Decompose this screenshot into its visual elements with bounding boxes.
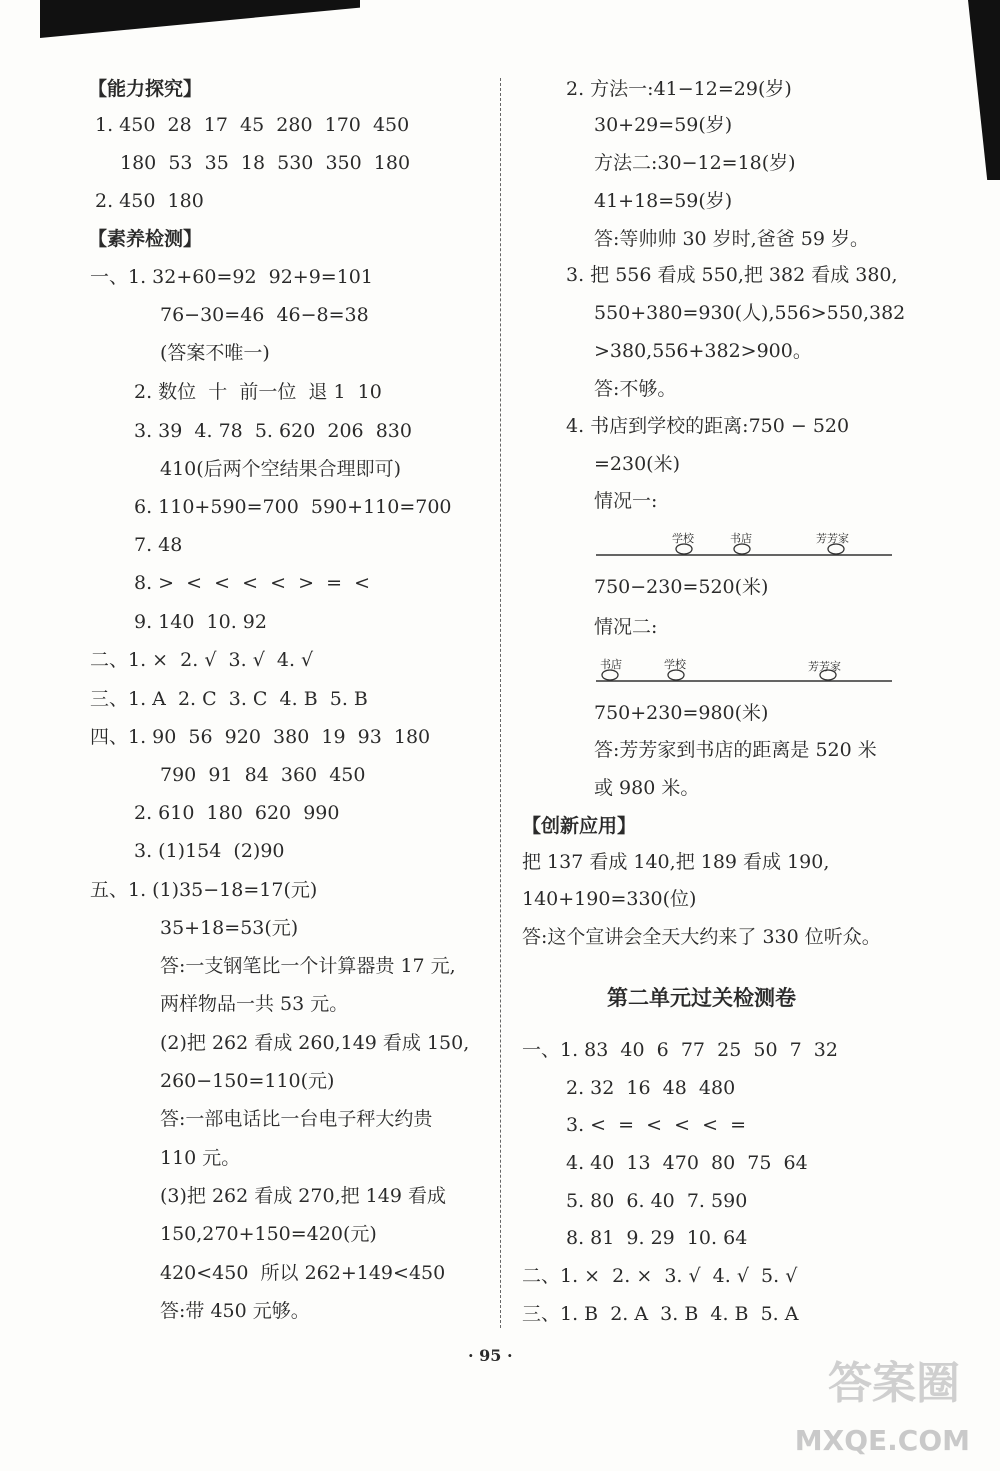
- answer-line: 110 元。: [160, 1147, 241, 1169]
- top-black-bar: [40, 0, 360, 38]
- answer-line: 6. 110+590=700 590+110=700: [134, 496, 452, 518]
- answer-line: 420<450 所以 262+149<450: [160, 1262, 446, 1284]
- answer-line: 2. 450 180: [95, 190, 204, 212]
- answer-line: 3. 把 556 看成 550,把 382 看成 380,: [566, 264, 898, 286]
- answer-line: 三、1. B 2. A 3. B 4. B 5. A: [522, 1303, 799, 1325]
- answer-line: 3. (1)154 (2)90: [134, 840, 285, 862]
- answer-line: 五、1. (1)35−18=17(元): [90, 879, 318, 901]
- answer-line: 答:带 450 元够。: [160, 1300, 310, 1322]
- answer-line: 9. 140 10. 92: [134, 611, 267, 633]
- answer-line: 2. 方法一:41−12=29(岁): [566, 78, 792, 100]
- answer-line: 8. 81 9. 29 10. 64: [566, 1227, 748, 1249]
- answer-line: (答案不唯一): [160, 342, 270, 364]
- answer-line: 150,270+150=420(元): [160, 1223, 377, 1245]
- answer-line: 方法二:30−12=18(岁): [594, 152, 796, 174]
- answer-line: 3. 39 4. 78 5. 620 206 830: [134, 420, 412, 442]
- distance-diagram-case-1: [596, 528, 896, 564]
- answer-line: 30+29=59(岁): [594, 114, 733, 136]
- diagram-1-label-bookstore: 书店: [730, 532, 752, 545]
- answer-line: 3. < = < < < =: [566, 1114, 747, 1136]
- answer-line: 8. > < < < < > = <: [134, 572, 371, 594]
- diagram-1-label-home: 芳芳家: [816, 532, 849, 545]
- section-heading: 【能力探究】: [88, 78, 203, 100]
- answer-line: 2. 32 16 48 480: [566, 1077, 736, 1099]
- answer-line: 4. 书店到学校的距离:750 − 520: [566, 415, 850, 437]
- answer-line: 四、1. 90 56 920 380 19 93 180: [90, 726, 431, 748]
- section-heading: 【创新应用】: [522, 815, 637, 837]
- answer-line: 或 980 米。: [594, 777, 700, 799]
- diagram-2-svg: [596, 654, 896, 690]
- answer-line: 41+18=59(岁): [594, 190, 733, 212]
- answer-line: 550+380=930(人),556>550,382: [594, 302, 906, 324]
- answer-line: 750+230=980(米): [594, 702, 769, 724]
- answer-line: 790 91 84 360 450: [160, 764, 366, 786]
- answer-line: 答:一部电话比一台电子秤大约贵: [160, 1108, 433, 1130]
- answer-line: 答:这个宣讲会全天大约来了 330 位听众。: [522, 926, 881, 948]
- watermark-logo: 答案圈: [828, 1358, 960, 1409]
- answer-line: 把 137 看成 140,把 189 看成 190,: [522, 851, 830, 873]
- answer-line: 2. 610 180 620 990: [134, 802, 340, 824]
- answer-line: 2. 数位 十 前一位 退 1 10: [134, 381, 382, 403]
- diagram-1-label-school: 学校: [672, 532, 694, 545]
- watermark-text: MXQE.COM: [794, 1424, 970, 1457]
- answer-line: (2)把 262 看成 260,149 看成 150,: [160, 1032, 470, 1054]
- answer-line: 答:一支钢笔比一个计算器贵 17 元,: [160, 955, 456, 977]
- diagram-2-label-school: 学校: [664, 658, 686, 671]
- answer-line: 二、1. × 2. × 3. √ 4. √ 5. √: [522, 1265, 798, 1287]
- answer-line: 260−150=110(元): [160, 1070, 335, 1092]
- answer-line: 二、1. × 2. √ 3. √ 4. √: [90, 649, 314, 671]
- answer-line: 答:等帅帅 30 岁时,爸爸 59 岁。: [594, 228, 869, 250]
- answer-line: 180 53 35 18 530 350 180: [120, 152, 411, 174]
- answer-line: 140+190=330(位): [522, 888, 697, 910]
- column-divider: [500, 78, 501, 1328]
- answer-line: 7. 48: [134, 534, 183, 556]
- answer-line: 答:不够。: [594, 378, 677, 400]
- answer-line: 情况二:: [594, 616, 658, 638]
- answer-line: 情况一:: [594, 490, 658, 512]
- answer-line: 5. 80 6. 40 7. 590: [566, 1190, 748, 1212]
- diagram-2-label-bookstore: 书店: [600, 658, 622, 671]
- diagram-2-label-home: 芳芳家: [808, 660, 841, 673]
- answer-line: 410(后两个空结果合理即可): [160, 458, 402, 480]
- answer-line: 一、1. 32+60=92 92+9=101: [90, 266, 373, 288]
- answer-line: (3)把 262 看成 270,把 149 看成: [160, 1185, 446, 1207]
- answer-line: 4. 40 13 470 80 75 64: [566, 1152, 808, 1174]
- answer-line: 76−30=46 46−8=38: [160, 304, 369, 326]
- page-number: · 95 ·: [468, 1346, 513, 1365]
- answer-line: 两样物品一共 53 元。: [160, 993, 349, 1015]
- answer-line: 1. 450 28 17 45 280 170 450: [95, 114, 410, 136]
- answer-line: 35+18=53(元): [160, 917, 299, 939]
- answer-line: 750−230=520(米): [594, 576, 769, 598]
- answer-line: 一、1. 83 40 6 77 25 50 7 32: [522, 1039, 838, 1061]
- answer-line: 答:芳芳家到书店的距离是 520 米: [594, 739, 877, 761]
- section-heading: 【素养检测】: [88, 228, 203, 250]
- distance-diagram-case-2: [596, 654, 896, 690]
- answer-line: >380,556+382>900。: [594, 340, 812, 362]
- unit-title: 第二单元过关检测卷: [607, 985, 796, 1010]
- answer-line: 三、1. A 2. C 3. C 4. B 5. B: [90, 688, 368, 710]
- answer-line: =230(米): [594, 453, 681, 475]
- corner-black-bar: [968, 0, 1000, 180]
